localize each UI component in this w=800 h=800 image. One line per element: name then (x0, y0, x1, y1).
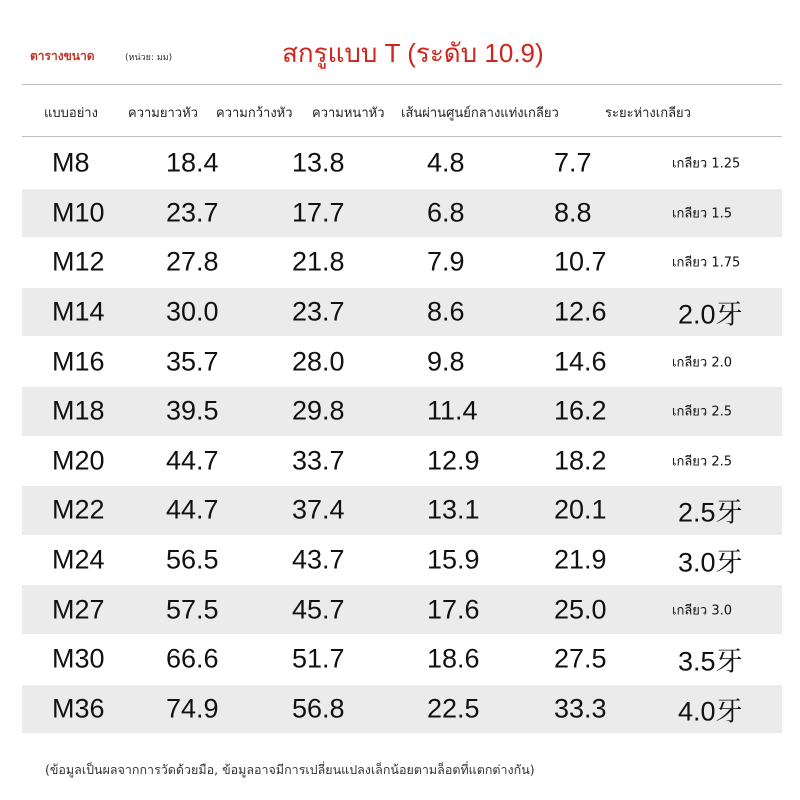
cell-shank-diameter: 18.2 (554, 445, 607, 476)
cell-shank-diameter: 14.6 (554, 346, 607, 377)
cell-thread-pitch: เกลียว 1.5 (672, 206, 733, 222)
table-row (22, 139, 782, 189)
cell-head-thickness: 13.1 (427, 494, 480, 525)
cell-shank-diameter: 21.9 (554, 544, 607, 575)
cell-head-thickness: 22.5 (427, 693, 480, 724)
cell-head-length: 66.6 (166, 643, 219, 674)
column-header-row (22, 92, 782, 130)
table-row (22, 585, 782, 635)
cell-head-thickness: 11.4 (427, 395, 478, 426)
table-row (22, 486, 782, 536)
cell-model: M36 (52, 693, 105, 724)
cell-head-thickness: 17.6 (427, 594, 480, 625)
cell-head-thickness: 18.6 (427, 643, 480, 674)
top-divider (22, 84, 782, 85)
cell-head-width: 28.0 (292, 346, 345, 377)
cell-head-width: 56.8 (292, 693, 345, 724)
cell-head-width: 21.8 (292, 246, 345, 277)
table-row (22, 288, 782, 338)
cell-head-thickness: 6.8 (427, 197, 465, 228)
cell-head-thickness: 9.8 (427, 346, 465, 377)
table-row (22, 337, 782, 387)
cell-shank-diameter: 33.3 (554, 693, 607, 724)
cell-head-thickness: 15.9 (427, 544, 480, 575)
cell-thread-pitch: เกลียว 2.5 (672, 404, 733, 420)
cell-head-length: 30.0 (166, 296, 219, 327)
cell-head-length: 56.5 (166, 544, 219, 575)
cell-model: M8 (52, 147, 90, 178)
cell-model: M20 (52, 445, 105, 476)
cell-model: M27 (52, 594, 105, 625)
cell-shank-diameter: 12.6 (554, 296, 607, 327)
cell-head-width: 37.4 (292, 494, 345, 525)
table-label: ตารางขนาด (30, 49, 95, 63)
column-header-thread-pitch: ระยะห่างเกลียว (605, 106, 691, 121)
cell-shank-diameter: 10.7 (554, 246, 607, 277)
cell-head-width: 13.8 (292, 147, 345, 178)
cell-head-length: 74.9 (166, 693, 219, 724)
cell-head-length: 44.7 (166, 494, 219, 525)
cell-head-length: 18.4 (166, 147, 219, 178)
table-row (22, 635, 782, 685)
cell-head-width: 23.7 (292, 296, 345, 327)
column-header-head-length: ความยาวหัว (128, 106, 198, 121)
cell-model: M22 (52, 494, 105, 525)
cell-thread-pitch: 3.5牙 (678, 646, 743, 677)
cell-head-width: 33.7 (292, 445, 345, 476)
cell-model: M24 (52, 544, 105, 575)
cell-head-thickness: 7.9 (427, 246, 465, 277)
cell-thread-pitch: เกลียว 1.25 (672, 156, 741, 172)
table-row (22, 238, 782, 288)
column-header-model: แบบอย่าง (44, 106, 98, 121)
cell-thread-pitch: เกลียว 2.0 (672, 355, 733, 371)
table-row (22, 189, 782, 239)
cell-head-thickness: 12.9 (427, 445, 480, 476)
cell-thread-pitch: เกลียว 2.5 (672, 454, 733, 470)
cell-head-thickness: 8.6 (427, 296, 465, 327)
cell-model: M16 (52, 346, 105, 377)
cell-shank-diameter: 16.2 (554, 395, 607, 426)
cell-model: M18 (52, 395, 105, 426)
page-title: สกรูแบบ T (ระดับ 10.9) (282, 38, 544, 68)
cell-shank-diameter: 25.0 (554, 594, 607, 625)
table-row (22, 437, 782, 487)
cell-thread-pitch: 2.5牙 (678, 497, 743, 528)
cell-shank-diameter: 8.8 (554, 197, 592, 228)
cell-model: M30 (52, 643, 105, 674)
size-table (22, 139, 782, 734)
cell-thread-pitch: 2.0牙 (678, 299, 743, 330)
unit-label: (หน่วย: มม) (125, 53, 173, 63)
cell-head-width: 29.8 (292, 395, 345, 426)
cell-model: M12 (52, 246, 105, 277)
cell-model: M14 (52, 296, 105, 327)
table-row (22, 536, 782, 586)
column-header-shank-diameter: เส้นผ่านศูนย์กลางแท่งเกลียว (401, 106, 559, 121)
footnote: (ข้อมูลเป็นผลจากการวัดด้วยมือ, ข้อมูลอาจมีการเปลี่ยนแปลงเล็กน้อยตามล็อตที่แตกต่างกัน) (45, 762, 535, 777)
cell-head-length: 39.5 (166, 395, 219, 426)
cell-model: M10 (52, 197, 105, 228)
cell-head-length: 35.7 (166, 346, 219, 377)
header-divider (22, 136, 782, 137)
cell-head-width: 51.7 (292, 643, 345, 674)
cell-head-width: 43.7 (292, 544, 345, 575)
cell-head-length: 57.5 (166, 594, 219, 625)
cell-head-length: 44.7 (166, 445, 219, 476)
cell-shank-diameter: 27.5 (554, 643, 607, 674)
cell-shank-diameter: 20.1 (554, 494, 607, 525)
column-header-head-width: ความกว้างหัว (216, 106, 293, 121)
table-row (22, 685, 782, 735)
cell-head-length: 27.8 (166, 246, 219, 277)
cell-head-width: 17.7 (292, 197, 345, 228)
cell-head-thickness: 4.8 (427, 147, 465, 178)
column-header-head-thickness: ความหนาหัว (312, 106, 385, 121)
cell-head-length: 23.7 (166, 197, 219, 228)
cell-thread-pitch: เกลียว 3.0 (672, 603, 733, 619)
table-row (22, 387, 782, 437)
cell-shank-diameter: 7.7 (554, 147, 592, 178)
cell-thread-pitch: เกลียว 1.75 (672, 255, 741, 271)
cell-thread-pitch: 3.0牙 (678, 547, 743, 578)
cell-thread-pitch: 4.0牙 (678, 696, 743, 727)
cell-head-width: 45.7 (292, 594, 345, 625)
